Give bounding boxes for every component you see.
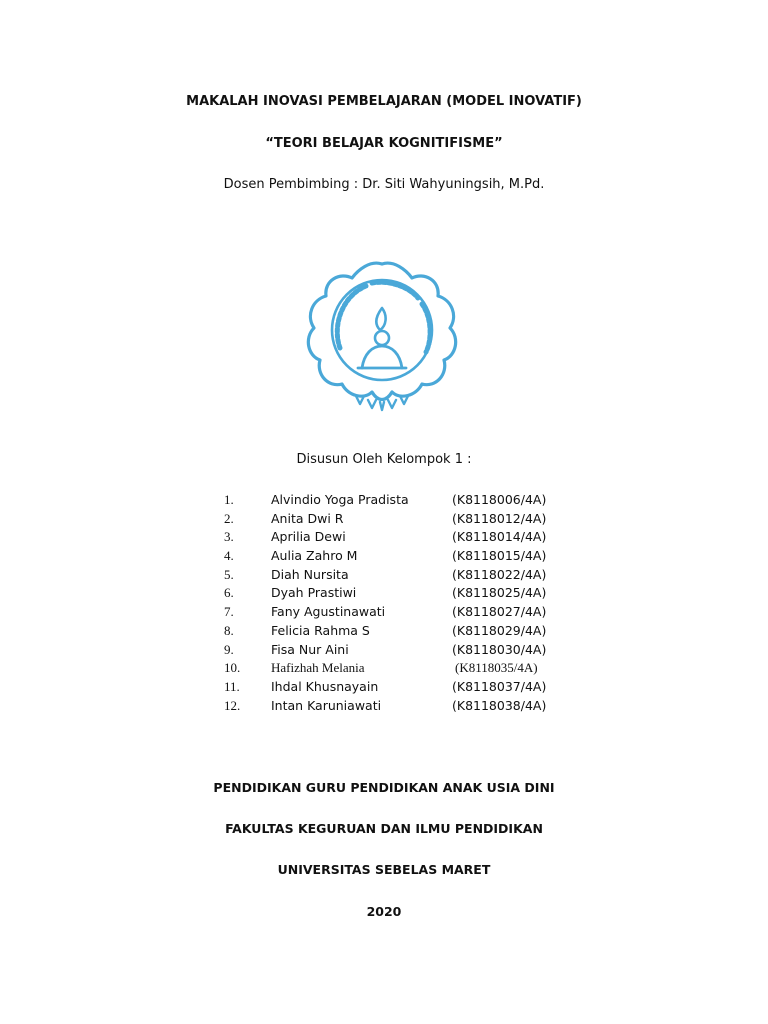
member-id: (K8118022/4A)	[452, 566, 547, 582]
member-name: Aulia Zahro M	[271, 548, 358, 564]
list-number: 2.	[224, 510, 234, 526]
member-name: Anita Dwi R	[271, 510, 344, 526]
year: 2020	[366, 904, 402, 919]
list-item	[0, 567, 768, 586]
list-item	[0, 604, 768, 623]
member-name: Ihdal Khusnayain	[271, 678, 379, 694]
list-item	[0, 511, 768, 530]
list-number: 9.	[224, 641, 234, 657]
member-list	[0, 492, 768, 716]
document-title: MAKALAH INOVASI PEMBELAJARAN (MODEL INOVATIF)	[186, 94, 582, 109]
member-id: (K8118030/4A)	[452, 641, 547, 657]
member-id: (K8118038/4A)	[452, 697, 547, 713]
member-id: (K8118015/4A)	[452, 548, 547, 564]
member-name: Diah Nursita	[271, 566, 349, 582]
member-name: Fany Agustinawati	[271, 604, 386, 620]
list-item	[0, 660, 768, 679]
member-id: (K8118012/4A)	[452, 510, 547, 526]
list-item	[0, 492, 768, 511]
list-number: 7.	[224, 604, 234, 620]
member-id: (K8118035/4A)	[455, 660, 538, 676]
supervisor-line: Dosen Pembimbing : Dr. Siti Wahyuningsih, M.Pd.	[223, 177, 545, 192]
list-number: 6.	[224, 585, 234, 601]
list-item	[0, 642, 768, 661]
document-subtitle: “TEORI BELAJAR KOGNITIFISME”	[265, 136, 503, 151]
list-number: 8.	[224, 622, 234, 638]
member-id: (K8118006/4A)	[452, 492, 547, 507]
member-name: Hafizhah Melania	[271, 660, 365, 676]
member-name: Fisa Nur Aini	[271, 641, 349, 657]
university-seal-icon	[302, 256, 462, 416]
list-number: 11.	[224, 678, 240, 694]
member-id: (K8118014/4A)	[452, 529, 547, 545]
list-number: 1.	[224, 492, 234, 507]
member-name: Felicia Rahma S	[271, 622, 370, 638]
list-number: 5.	[224, 566, 234, 582]
member-id: (K8118029/4A)	[452, 622, 547, 638]
list-number: 10.	[224, 660, 241, 676]
faculty-name: FAKULTAS KEGURUAN DAN ILMU PENDIDIKAN	[225, 821, 543, 836]
list-number: 4.	[224, 548, 234, 564]
list-number: 12.	[224, 697, 241, 713]
member-name: Aprilia Dewi	[271, 529, 346, 545]
member-id: (K8118027/4A)	[452, 604, 547, 620]
member-name: Dyah Prastiwi	[271, 585, 357, 601]
program-name: PENDIDIKAN GURU PENDIDIKAN ANAK USIA DINI	[213, 780, 555, 795]
list-item	[0, 548, 768, 567]
member-name: Intan Karuniawati	[271, 697, 382, 713]
list-item	[0, 698, 768, 717]
list-item	[0, 585, 768, 604]
list-number: 3.	[224, 529, 234, 545]
member-id: (K8118037/4A)	[452, 678, 547, 694]
list-item	[0, 679, 768, 698]
list-item	[0, 623, 768, 642]
university-name: UNIVERSITAS SEBELAS MARET	[277, 862, 491, 877]
list-item	[0, 529, 768, 548]
member-name: Alvindio Yoga Pradista	[271, 492, 409, 507]
member-id: (K8118025/4A)	[452, 585, 547, 601]
composed-by-label: Disusun Oleh Kelompok 1 :	[296, 452, 472, 467]
